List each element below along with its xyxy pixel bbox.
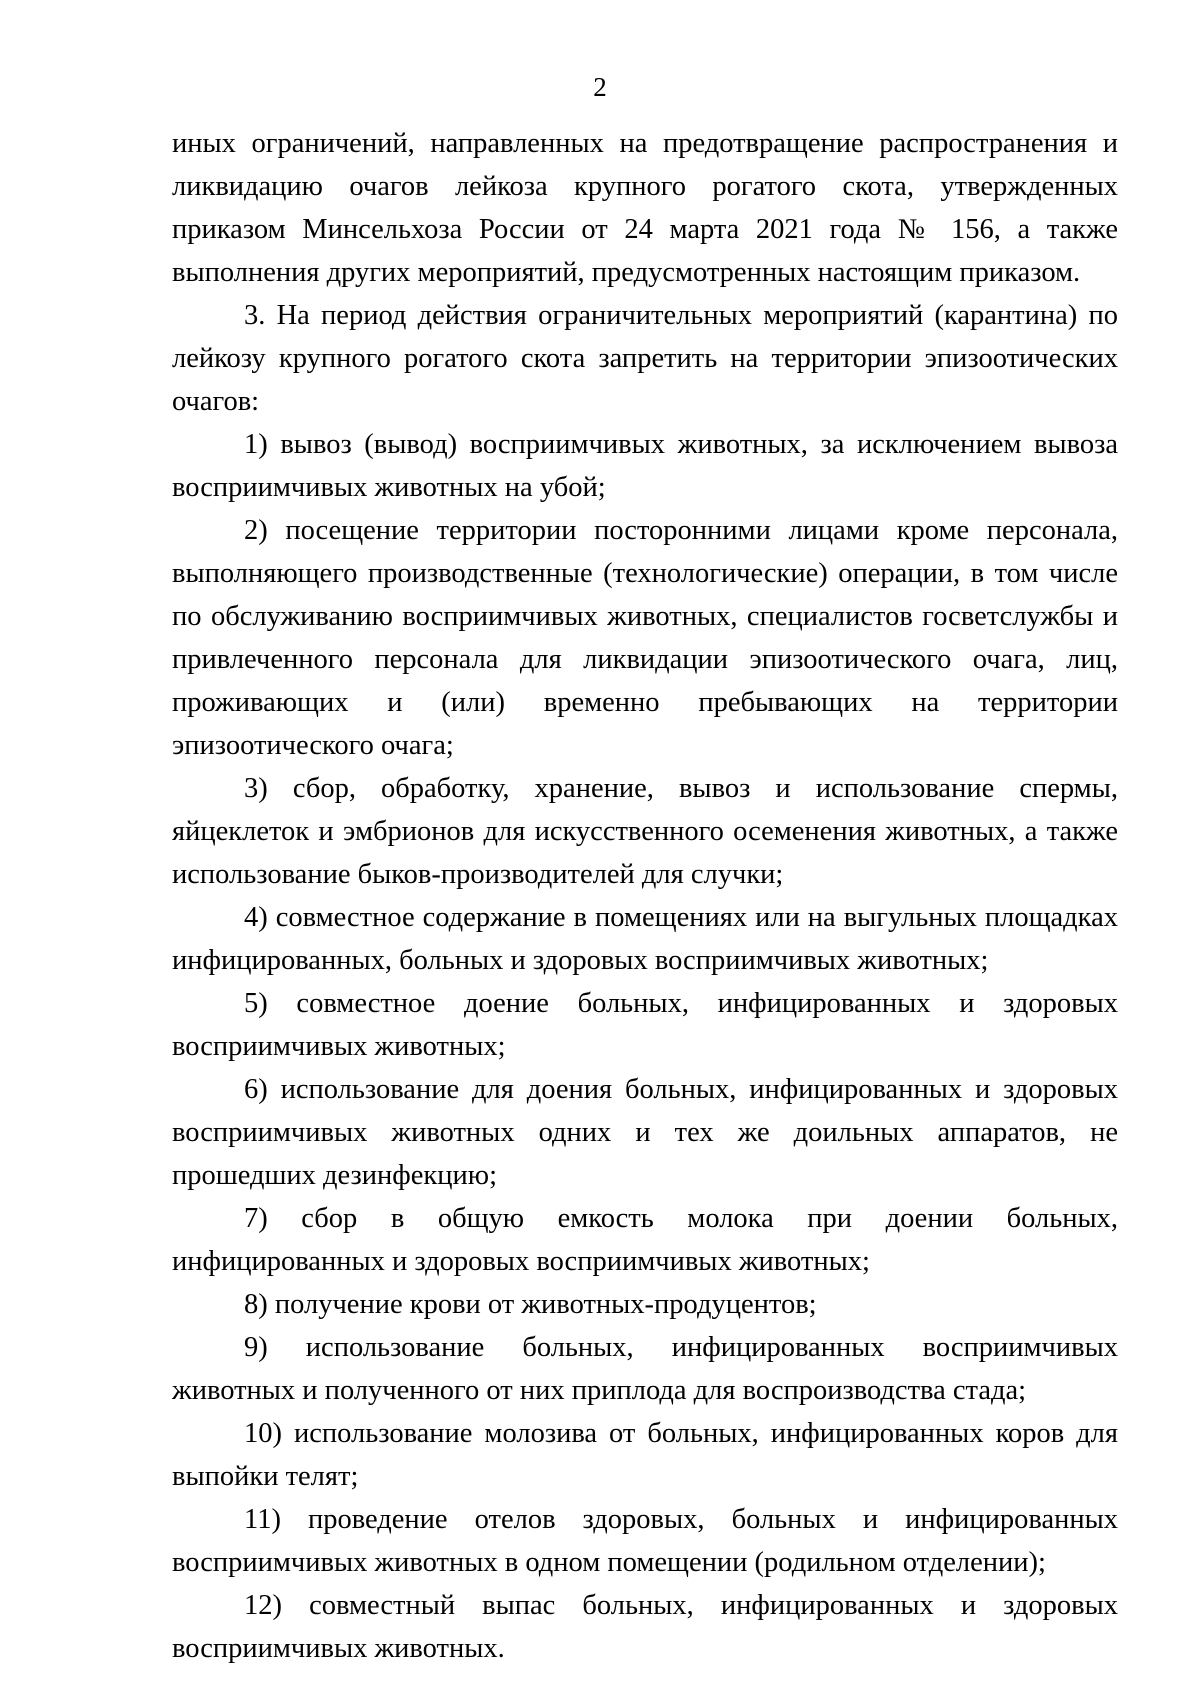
- document-body: [172, 122, 1118, 1670]
- list-item-10: 10) использование молозива от больных, инфицированных коров для выпойки телят;: [172, 1418, 1118, 1492]
- list-item-4: 4) совместное содержание в помещениях или на выгульных площадках инфицированных, больных и здоровых восприимчивых животных;: [172, 902, 1118, 976]
- list-item-1: 1) вывоз (вывод) восприимчивых животных, за исключением вывоза восприимчивых животных на убой;: [172, 429, 1118, 503]
- list-item-2: 2) посещение территории посторонними лицами кроме персонала, выполняющего производственные (технологические) операции, в том числе по обслуживанию восприимчивых животных, специалистов госветслужбы и привлеченного персонала для ликвидации эпизоотического очага, лиц, проживающих и (или) временно пребывающих на территории эпизоотического очага;: [172, 515, 1118, 761]
- list-item-8: 8) получение крови от животных-продуцентов;: [244, 1289, 817, 1320]
- paragraph-continuation: иных ограничений, направленных на предотвращение распространения и ликвидацию очагов лейкоза крупного рогатого скота, утвержденных приказом Минсельхоза России от 24 марта 2021 года № 156, а также выполнения других мероприятий, предусмотренных настоящим приказом.: [172, 128, 1118, 288]
- list-item-6: 6) использование для доения больных, инфицированных и здоровых восприимчивых животных одних и тех же доильных аппаратов, не прошедших дезинфекцию;: [172, 1074, 1118, 1191]
- list-item-3: 3) сбор, обработку, хранение, вывоз и использование спермы, яйцеклеток и эмбрионов для искусственного осеменения животных, а также использование быков-производителей для случки;: [172, 773, 1118, 890]
- page-number: 2: [593, 72, 607, 102]
- list-item-11: 11) проведение отелов здоровых, больных и инфицированных восприимчивых животных в одном помещении (родильном отделении);: [172, 1504, 1118, 1578]
- paragraph-item-3: 3. На период действия ограничительных мероприятий (карантина) по лейкозу крупного рогатого скота запретить на территории эпизоотических очагов:: [172, 300, 1118, 417]
- list-item-5: 5) совместное доение больных, инфицированных и здоровых восприимчивых животных;: [172, 988, 1118, 1062]
- list-item-9: 9) использование больных, инфицированных восприимчивых животных и полученного от них приплода для воспроизводства стада;: [172, 1332, 1118, 1406]
- list-item-7: 7) сбор в общую емкость молока при доении больных, инфицированных и здоровых восприимчивых животных;: [172, 1203, 1118, 1277]
- list-item-12: 12) совместный выпас больных, инфицированных и здоровых восприимчивых животных.: [172, 1590, 1118, 1664]
